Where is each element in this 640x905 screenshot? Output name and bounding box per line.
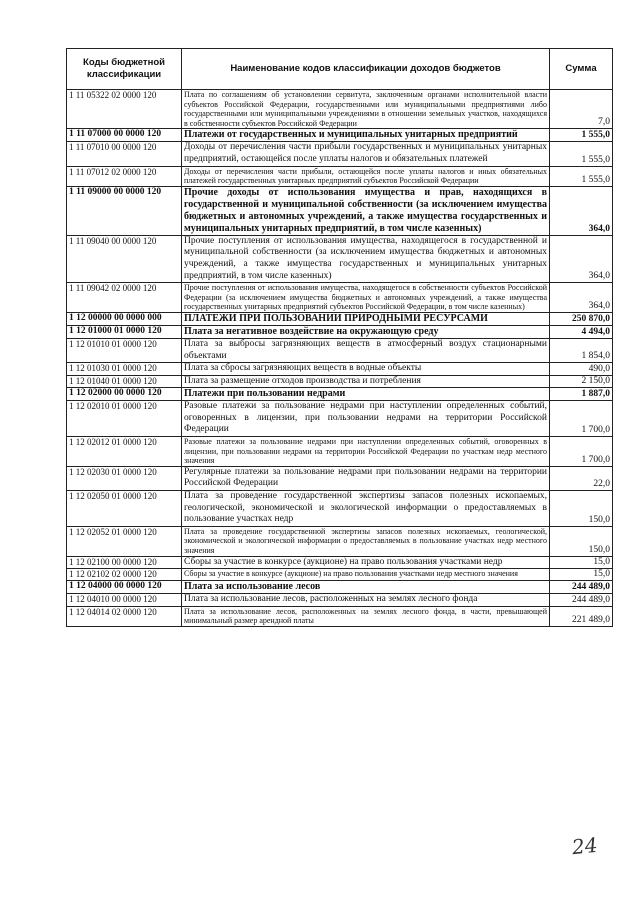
row-sum: 244 489,0: [550, 594, 613, 607]
row-code: 1 12 02050 01 0000 120: [67, 491, 182, 527]
row-name: Платежи от государственных и муниципальных унитарных предприятий: [182, 129, 550, 142]
table-row: [67, 90, 613, 129]
row-sum: 490,0: [550, 363, 613, 376]
row-code: 1 12 02052 01 0000 120: [67, 526, 182, 556]
row-name: Плата за использование лесов, расположенных на землях лесного фонда, в части, превышающей минимальный размер арендной платы: [182, 606, 550, 626]
table-row: [67, 437, 613, 467]
row-code: 1 12 02010 01 0000 120: [67, 401, 182, 437]
row-code: 1 12 02100 00 0000 120: [67, 556, 182, 569]
row-code: 1 12 04014 02 0000 120: [67, 606, 182, 626]
table-row: [67, 556, 613, 569]
row-sum: 15,0: [550, 556, 613, 569]
row-sum: 1 555,0: [550, 129, 613, 142]
row-name: Плата за негативное воздействие на окружающую среду: [182, 325, 550, 338]
row-sum: 15,0: [550, 569, 613, 581]
table-row: [67, 401, 613, 437]
row-name: Сборы за участие в конкурсе (аукционе) на право пользования участками недр: [182, 556, 550, 569]
row-code: 1 12 02030 01 0000 120: [67, 466, 182, 490]
table-row: [67, 606, 613, 626]
page-number: 24: [570, 832, 599, 860]
row-code: 1 11 05322 02 0000 120: [67, 90, 182, 129]
table-header: [67, 49, 613, 90]
row-code: 1 12 02102 02 0000 120: [67, 569, 182, 581]
header-code: Коды бюджетной классификации: [67, 49, 182, 90]
row-code: 1 11 09000 00 0000 120: [67, 186, 182, 235]
row-code: 1 11 07012 02 0000 120: [67, 166, 182, 186]
row-name: Платежи при пользовании недрами: [182, 388, 550, 401]
row-code: 1 12 01010 01 0000 120: [67, 338, 182, 362]
row-sum: 244 489,0: [550, 581, 613, 594]
row-sum: 250 870,0: [550, 312, 613, 325]
row-sum: 1 854,0: [550, 338, 613, 362]
row-name: Сборы за участие в конкурсе (аукционе) на право пользования участками недр местного значения: [182, 569, 550, 581]
row-name: Плата за сбросы загрязняющих веществ в водные объекты: [182, 363, 550, 376]
row-code: 1 11 07000 00 0000 120: [67, 129, 182, 142]
row-name: Регулярные платежи за пользование недрами при пользовании недрами на территории Российской Федерации: [182, 466, 550, 490]
row-name: Разовые платежи за пользование недрами при наступлении определенных событий, оговоренных в лицензии, при пользовании недрами на территории Российской Федерации: [182, 401, 550, 437]
row-code: 1 12 00000 00 0000 000: [67, 312, 182, 325]
row-sum: 2 150,0: [550, 375, 613, 388]
row-code: 1 12 01030 01 0000 120: [67, 363, 182, 376]
row-sum: 364,0: [550, 186, 613, 235]
row-sum: 221 489,0: [550, 606, 613, 626]
row-name: Плата за использование лесов, расположенных на землях лесного фонда: [182, 594, 550, 607]
row-name: Плата за проведение государственной экспертизы запасов полезных ископаемых, геологической, экономической и экологической информации о предоставляемых в пользование участках недр: [182, 491, 550, 527]
row-sum: 22,0: [550, 466, 613, 490]
row-name: Плата за выбросы загрязняющих веществ в атмосферный воздух стационарными объектами: [182, 338, 550, 362]
table-row: [67, 142, 613, 166]
row-name: Плата по соглашениям об установлении сервитута, заключенным органами исполнительной власти субъектов Российской Федерации, государственными или муниципальными предприятиями либо государственными или муниципальными учреждениями в отношении земельных участков, находящихся в собственности субъектов Российской Федерации: [182, 90, 550, 129]
row-sum: 7,0: [550, 90, 613, 129]
row-sum: 364,0: [550, 235, 613, 282]
budget-table: [66, 48, 613, 627]
table-row: [67, 129, 613, 142]
row-name: Плата за использование лесов: [182, 581, 550, 594]
row-sum: 1 555,0: [550, 166, 613, 186]
row-name: Разовые платежи за пользование недрами при наступлении определенных событий, оговоренных в лицензии, при пользовании недрами на территории Российской Федерации по участкам недр местного значения: [182, 437, 550, 467]
table-row: [67, 491, 613, 527]
table-row: [67, 363, 613, 376]
table-row: [67, 186, 613, 235]
table-row: [67, 166, 613, 186]
table-row: [67, 375, 613, 388]
row-sum: 1 700,0: [550, 401, 613, 437]
table-row: [67, 338, 613, 362]
table-row: [67, 466, 613, 490]
row-code: 1 11 09042 02 0000 120: [67, 283, 182, 313]
row-name: Плата за проведение государственной экспертизы запасов полезных ископаемых, геологической, экономической и экологической информации о предоставляемых в пользование участках недр местного значения: [182, 526, 550, 556]
row-sum: 1 887,0: [550, 388, 613, 401]
row-name: Доходы от перечисления части прибыли государственных и муниципальных унитарных предприятий, остающейся после уплаты налогов и обязательных платежей: [182, 142, 550, 166]
table-row: [67, 594, 613, 607]
row-name: Прочие доходы от использования имущества и прав, находящихся в государственной и муниципальной собственности (за исключением имущества бюджетных и автономных учреждений, а также имущества государственных и муниципальных унитарных предприятий, в том числе казенных): [182, 186, 550, 235]
row-code: 1 12 01000 01 0000 120: [67, 325, 182, 338]
row-name: Доходы от перечисления части прибыли, остающейся после уплаты налогов и иных обязательных платежей государственных унитарных предприятий субъектов Российской Федерации: [182, 166, 550, 186]
row-sum: 364,0: [550, 283, 613, 313]
row-sum: 150,0: [550, 491, 613, 527]
row-code: 1 11 07010 00 0000 120: [67, 142, 182, 166]
table-row: [67, 581, 613, 594]
table-row: [67, 388, 613, 401]
table-row: [67, 235, 613, 282]
row-name: Прочие поступления от использования имущества, находящегося в собственности субъектов Российской Федерации (за исключением имущества бюджетных и автономных учреждений, а также имущества государственных унитарных предприятий субъектов Российской Федерации, в том числе казенных): [182, 283, 550, 313]
row-sum: 150,0: [550, 526, 613, 556]
table-row: [67, 283, 613, 313]
table-body: [67, 90, 613, 627]
row-sum: 1 555,0: [550, 142, 613, 166]
row-code: 1 12 01040 01 0000 120: [67, 375, 182, 388]
table-row: [67, 526, 613, 556]
table-row: [67, 569, 613, 581]
header-name: Наименование кодов классификации доходов бюджетов: [182, 49, 550, 90]
row-sum: 4 494,0: [550, 325, 613, 338]
row-code: 1 12 02012 01 0000 120: [67, 437, 182, 467]
row-name: Прочие поступления от использования имущества, находящегося в государственной и муниципальной собственности (за исключением имущества бюджетных и автономных учреждений, а также имущества государственных и муниципальных унитарных предприятий, в том числе казенных): [182, 235, 550, 282]
table-row: [67, 325, 613, 338]
header-sum: Сумма: [550, 49, 613, 90]
row-name: Плата за размещение отходов производства и потребления: [182, 375, 550, 388]
row-code: 1 12 02000 00 0000 120: [67, 388, 182, 401]
row-code: 1 12 04010 00 0000 120: [67, 594, 182, 607]
row-sum: 1 700,0: [550, 437, 613, 467]
row-name: ПЛАТЕЖИ ПРИ ПОЛЬЗОВАНИИ ПРИРОДНЫМИ РЕСУРСАМИ: [182, 312, 550, 325]
row-code: 1 11 09040 00 0000 120: [67, 235, 182, 282]
row-code: 1 12 04000 00 0000 120: [67, 581, 182, 594]
table-row: [67, 312, 613, 325]
